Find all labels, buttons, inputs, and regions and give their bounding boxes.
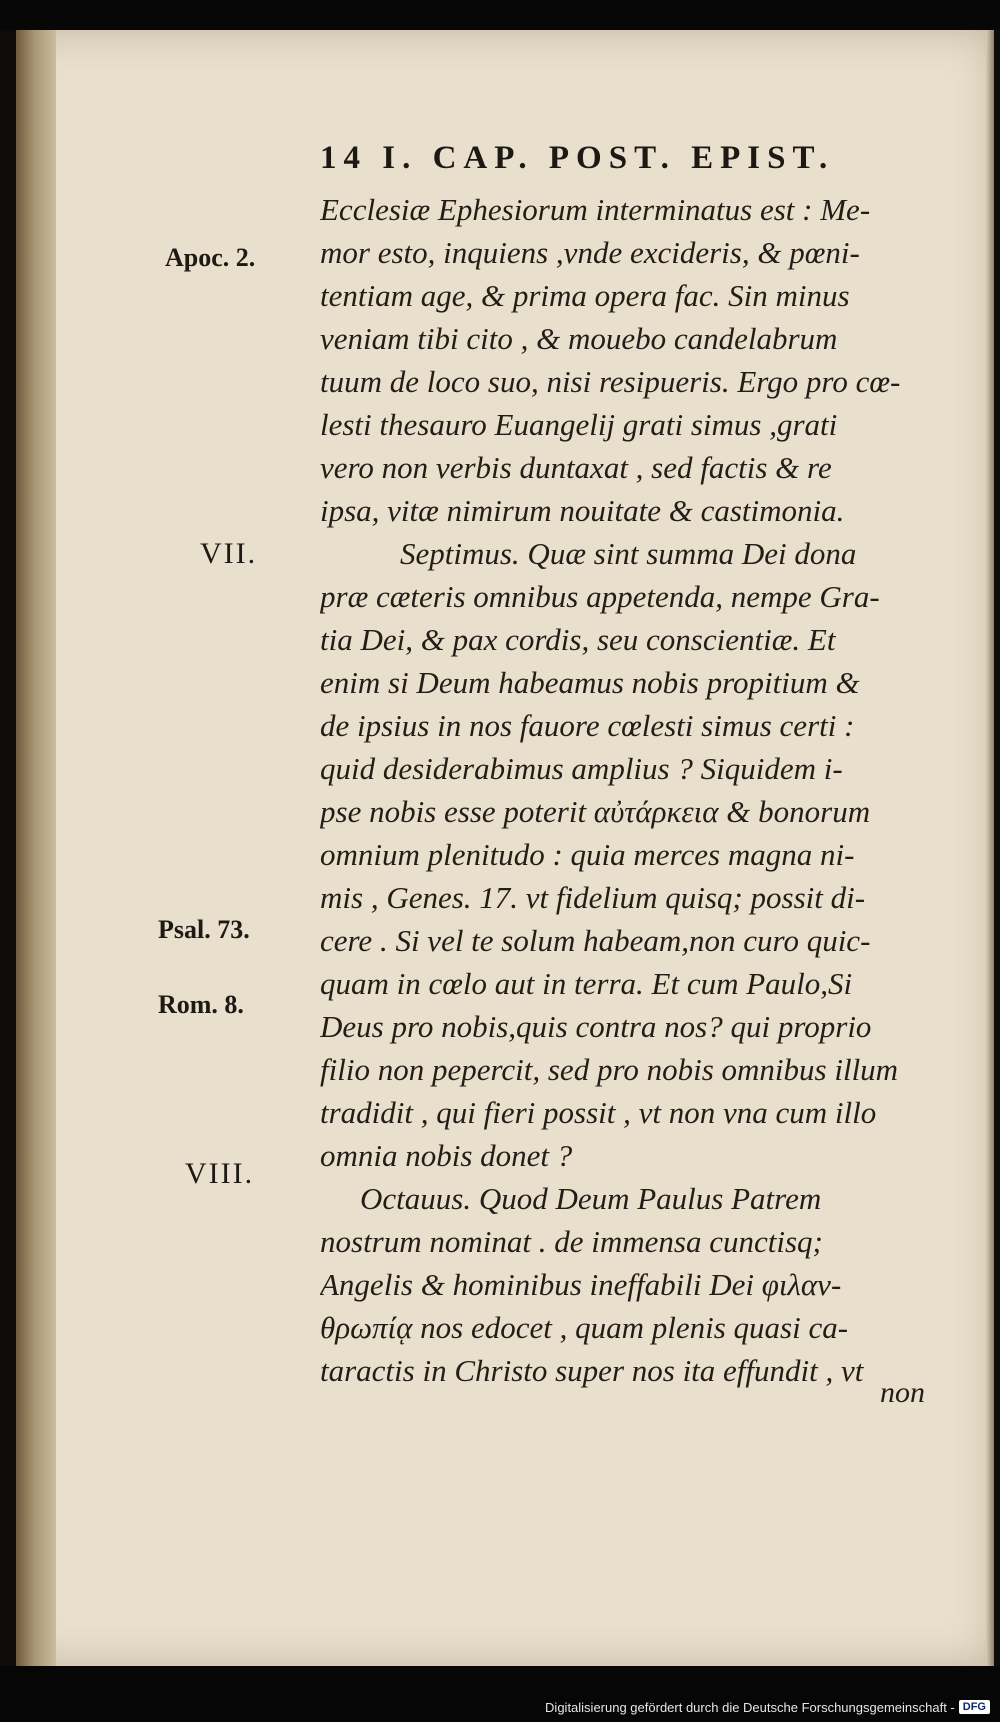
text-line: tia Dei, & pax cordis, seu conscientiæ. Et <box>320 622 836 657</box>
text-line: quam in cœlo aut in terra. Et cum Paulo,Si <box>320 966 853 1001</box>
page-right-edge <box>986 30 994 1666</box>
text-line: taractis in Christo super nos ita effundit , vt <box>320 1353 864 1388</box>
text-line: de ipsius in nos fauore cœlesti simus certi : <box>320 708 855 743</box>
scan-top-border <box>0 0 1000 30</box>
text-line: omnia nobis donet ? <box>320 1138 573 1173</box>
section-number-vii: VII. <box>200 537 258 570</box>
digitization-footer <box>545 1697 990 1717</box>
text-line: veniam tibi cito , & mouebo candelabrum <box>320 321 838 356</box>
text-line: Angelis & hominibus ineffabili Dei φιλαν- <box>320 1267 842 1302</box>
page-gutter-edge <box>16 30 56 1666</box>
text-line: lesti thesauro Euangelij grati simus ,grati <box>320 407 838 442</box>
text-line: cere . Si vel te solum habeam,non curo quic- <box>320 923 871 958</box>
text-line: præ cæteris omnibus appetenda, nempe Gra- <box>320 579 880 614</box>
text-line: Deus pro nobis,quis contra nos? qui proprio <box>320 1009 872 1044</box>
text-line: ipsa, vitæ nimirum nouitate & castimonia. <box>320 493 845 528</box>
margin-note-apoc: Apoc. 2. <box>165 243 256 272</box>
text-line: nostrum nominat . de immensa cunctisq; <box>320 1224 823 1259</box>
margin-note-psal: Psal. 73. <box>158 915 250 944</box>
text-line: pse nobis esse poterit αὐτάρκεια & bonorum <box>320 794 871 829</box>
text-line: omnium plenitudo : quia merces magna ni- <box>320 837 855 872</box>
dfg-logo: DFG <box>959 1700 990 1714</box>
catchword: non <box>880 1376 925 1409</box>
text-line: enim si Deum habeamus nobis propitium & <box>320 665 860 700</box>
text-line: filio non pepercit, sed pro nobis omnibus illum <box>320 1052 899 1087</box>
text-line: tuum de loco suo, nisi resipueris. Ergo pro cœ- <box>320 364 901 399</box>
text-line: tradidit , qui fieri possit , vt non vna cum illo <box>320 1095 877 1130</box>
text-line: quid desiderabimus amplius ? Siquidem i- <box>320 751 843 786</box>
text-line: vero non verbis duntaxat , sed factis & re <box>320 450 832 485</box>
text-line: θρωπίᾳ nos edocet , quam plenis quasi ca- <box>320 1310 849 1345</box>
margin-note-rom: Rom. 8. <box>158 990 244 1019</box>
text-line: Septimus. Quæ sint summa Dei dona <box>400 536 857 571</box>
text-line: mor esto, inquiens ,vnde excideris, & pœni- <box>320 235 860 270</box>
text-line: mis , Genes. 17. vt fidelium quisq; possit di- <box>320 880 866 915</box>
running-header: 14 I. CAP. POST. EPIST. <box>320 140 835 176</box>
section-number-viii: VIII. <box>185 1157 255 1190</box>
text-line: Ecclesiæ Ephesiorum interminatus est : Me- <box>320 192 871 227</box>
footer-credit-text: Digitalisierung gefördert durch die Deutsche Forschungsgemeinschaft - <box>545 1699 955 1715</box>
text-line: tentiam age, & prima opera fac. Sin minus <box>320 278 850 313</box>
text-line: Octauus. Quod Deum Paulus Patrem <box>360 1181 822 1216</box>
